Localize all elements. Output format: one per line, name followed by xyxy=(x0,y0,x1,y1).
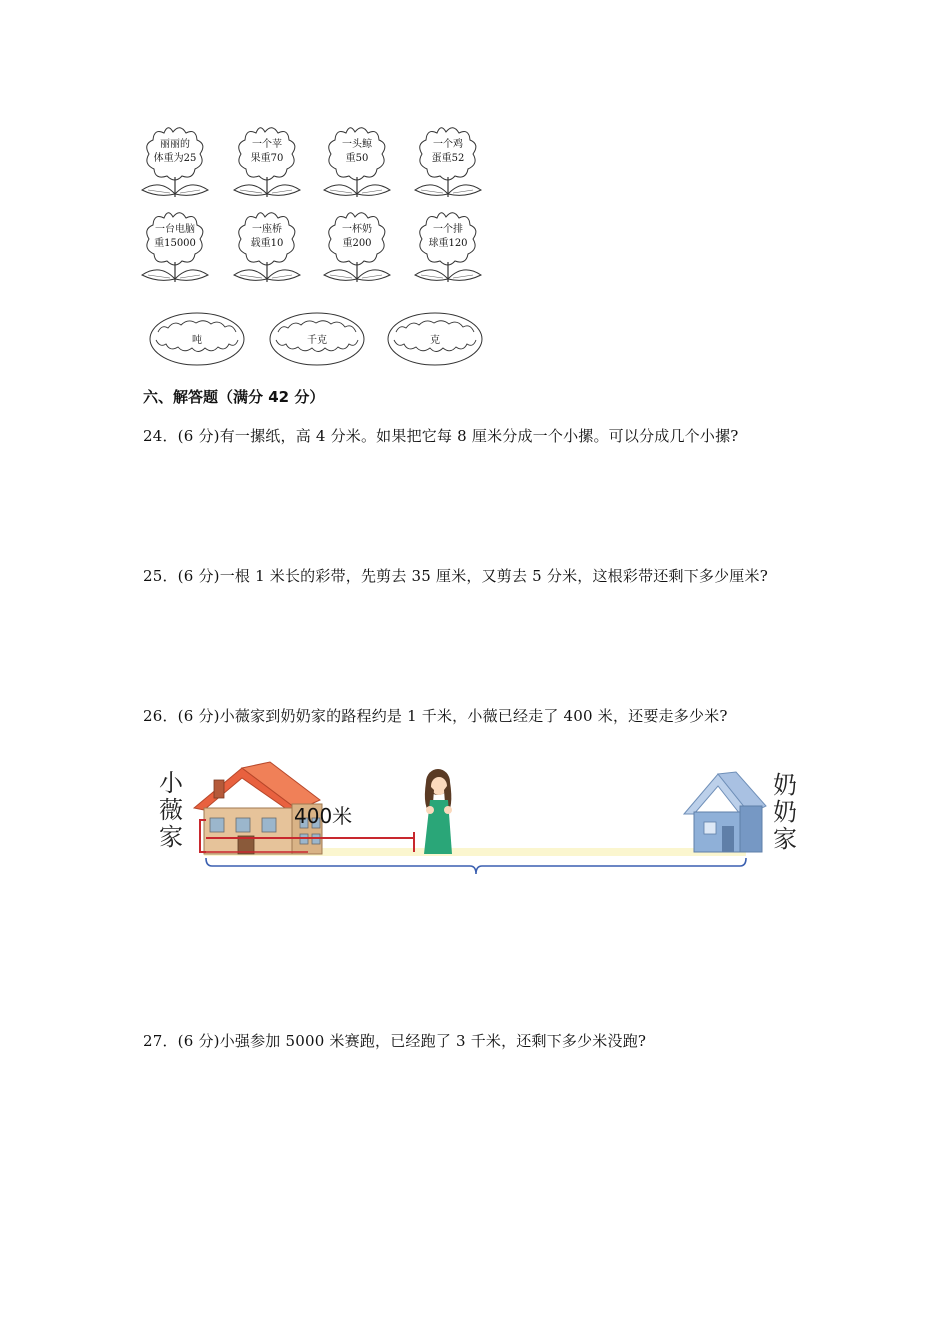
label-char: 小 xyxy=(159,769,183,797)
basket-label: 千克 xyxy=(307,335,327,346)
flower-card xyxy=(322,209,392,283)
right-house-label xyxy=(770,772,800,853)
question-26: 26．(6 分)小薇家到奶奶家的路程约是 1 千米，小薇已经走了 400 米，还要走多少米? xyxy=(143,707,728,725)
diagram-drawing xyxy=(150,760,810,890)
label-char: 薇 xyxy=(159,796,183,824)
flower-label-1: 一个排 xyxy=(433,224,463,235)
flower-label-1: 丽丽的 xyxy=(160,139,190,150)
flower-label-1: 一个苹 xyxy=(252,139,282,150)
basket xyxy=(268,310,366,368)
flower-card xyxy=(140,124,210,198)
section-title: 六、解答题（满分 42 分） xyxy=(143,388,325,406)
flower-card xyxy=(232,209,302,283)
total-distance-brace xyxy=(206,858,746,874)
flower-label-2: 球重120 xyxy=(428,238,468,249)
flower-label-1: 一个鸡 xyxy=(433,139,463,150)
label-char: 奶 xyxy=(773,798,797,826)
question-27: 27．(6 分)小强参加 5000 米赛跑，已经跑了 3 千米，还剩下多少米没跑? xyxy=(143,1032,647,1050)
basket-label: 吨 xyxy=(192,335,202,346)
label-char: 家 xyxy=(159,823,183,851)
flower-label-1: 一杯奶 xyxy=(342,224,372,235)
flower-card xyxy=(413,124,483,198)
question-25: 25．(6 分)一根 1 米长的彩带，先剪去 35 厘米，又剪去 5 分米，这根彩带还剩下多少厘米? xyxy=(143,567,768,585)
basket xyxy=(386,310,484,368)
flower-label-2: 重15000 xyxy=(154,238,196,249)
basket xyxy=(148,310,246,368)
basket-label: 克 xyxy=(430,335,440,346)
flower-card xyxy=(232,124,302,198)
distance-diagram xyxy=(150,760,810,890)
girl-icon xyxy=(424,769,452,854)
question-24: 24．(6 分)有一摞纸，高 4 分米。如果把它每 8 厘米分成一个小摞。可以分成几个小摞? xyxy=(143,427,739,445)
label-char: 奶 xyxy=(773,771,797,799)
flower-label-2: 重200 xyxy=(342,238,372,249)
flower-label-1: 一台电脑 xyxy=(155,224,195,235)
flower-label-1: 一座桥 xyxy=(252,224,282,235)
label-char: 家 xyxy=(773,825,797,853)
flower-label-2: 体重为25 xyxy=(153,153,197,164)
distance-label: 400米 xyxy=(294,804,353,828)
flower-card xyxy=(413,209,483,283)
flower-label-2: 蛋重52 xyxy=(431,153,465,164)
flower-label-2: 果重70 xyxy=(250,153,284,164)
flower-card xyxy=(322,124,392,198)
flower-label-2: 重50 xyxy=(345,153,369,164)
blue-house-icon xyxy=(684,772,766,852)
flower-label-1: 一头鲸 xyxy=(342,139,372,150)
flower-card xyxy=(140,209,210,283)
flower-label-2: 载重10 xyxy=(250,238,284,249)
